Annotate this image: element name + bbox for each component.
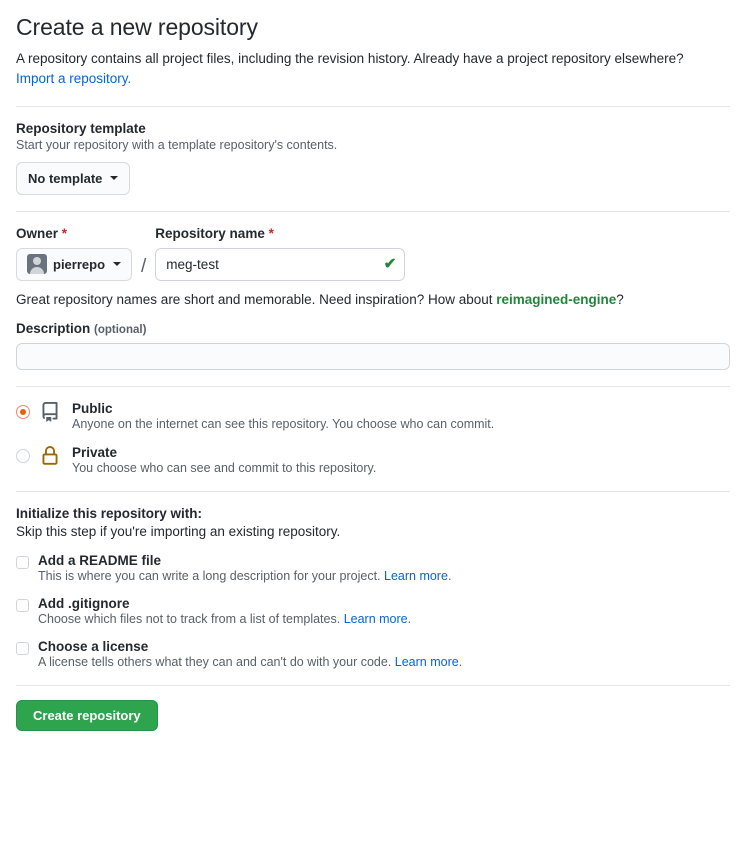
description-label xyxy=(16,321,730,336)
description-label-text: Description xyxy=(16,320,91,336)
repository-name-hint-prefix: Great repository names are short and memorable. Need inspiration? How about xyxy=(16,291,497,307)
check-icon: ✔ xyxy=(383,255,397,273)
visibility-public-text xyxy=(72,401,494,431)
initialize-license-description-text: A license tells others what they can and can't do with your code. xyxy=(38,654,395,669)
initialize-license-text xyxy=(38,639,462,669)
gitignore-learn-more-link[interactable]: Learn more xyxy=(343,611,408,626)
repository-name-suggestion[interactable]: reimagined-engine xyxy=(496,291,617,307)
repository-name-required-mark: * xyxy=(268,225,274,241)
avatar xyxy=(27,254,47,274)
import-repository-link[interactable]: Import a repository. xyxy=(16,71,132,87)
initialize-option-readme[interactable] xyxy=(16,553,730,583)
repository-template-note: Start your repository with a template repository's contents. xyxy=(16,137,338,152)
initialize-subtitle: Skip this step if you're importing an existing repository. xyxy=(16,523,341,539)
checkbox-readme[interactable] xyxy=(16,556,29,569)
page-title: Create a new repository xyxy=(16,14,258,40)
description-input[interactable] xyxy=(16,343,730,370)
initialize-license-suffix: . xyxy=(458,654,463,669)
initialize-readme-text xyxy=(38,553,451,583)
initialize-gitignore-description xyxy=(38,612,411,626)
page-description xyxy=(16,49,730,90)
repository-name-hint xyxy=(16,292,730,307)
repo-name-field-group xyxy=(155,226,405,281)
owner-field-group xyxy=(16,226,132,281)
initialize-readme-description-text: This is where you can write a long description for your project. xyxy=(38,568,384,583)
owner-name-section xyxy=(16,212,730,307)
initialize-option-license[interactable] xyxy=(16,639,730,669)
repository-name-hint-suffix: ? xyxy=(616,291,624,307)
chevron-down-icon xyxy=(113,262,121,266)
repository-template-section xyxy=(16,107,730,195)
page-description-text: A repository contains all project files, including the revision history. Already have a project repository elsewhere? xyxy=(16,51,684,66)
visibility-option-public[interactable] xyxy=(16,401,730,431)
visibility-private-text xyxy=(72,445,376,475)
owner-name: pierrepo xyxy=(53,256,106,272)
owner-select-button[interactable] xyxy=(16,248,132,281)
initialize-gitignore-title: Add .gitignore xyxy=(38,595,130,611)
description-section xyxy=(16,307,730,370)
owner-label xyxy=(16,226,132,241)
repository-name-label-text: Repository name xyxy=(155,225,265,241)
owner-name-separator: / xyxy=(141,255,147,277)
visibility-private-description: You choose who can see and commit to this repository. xyxy=(72,460,377,475)
visibility-private-title: Private xyxy=(72,444,118,460)
initialize-section xyxy=(16,492,730,669)
initialize-option-gitignore[interactable] xyxy=(16,596,730,626)
lock-icon xyxy=(40,446,62,471)
form-footer xyxy=(16,686,730,731)
initialize-gitignore-description-text: Choose which files not to track from a list of templates. xyxy=(38,611,344,626)
initialize-readme-description xyxy=(38,569,451,583)
visibility-section xyxy=(16,387,730,475)
repo-icon xyxy=(40,402,62,427)
repository-name-input[interactable] xyxy=(155,248,405,281)
initialize-title: Initialize this repository with: xyxy=(16,505,203,521)
repository-template-label: Repository template xyxy=(16,120,146,136)
initialize-license-title: Choose a license xyxy=(38,638,149,654)
radio-public[interactable] xyxy=(16,405,30,419)
initialize-readme-suffix: . xyxy=(447,568,452,583)
checkbox-license[interactable] xyxy=(16,642,29,655)
visibility-public-description: Anyone on the internet can see this repository. You choose who can commit. xyxy=(72,416,495,431)
owner-name-row xyxy=(16,226,730,281)
checkbox-gitignore[interactable] xyxy=(16,599,29,612)
create-repository-button[interactable]: Create repository xyxy=(16,700,158,731)
initialize-license-description xyxy=(38,655,462,669)
repository-name-label xyxy=(155,226,405,241)
initialize-readme-title: Add a README file xyxy=(38,552,162,568)
owner-label-text: Owner xyxy=(16,225,59,241)
template-select-button[interactable] xyxy=(16,162,130,195)
initialize-gitignore-text xyxy=(38,596,411,626)
initialize-gitignore-suffix: . xyxy=(407,611,412,626)
license-learn-more-link[interactable]: Learn more xyxy=(394,654,459,669)
template-select-label: No template xyxy=(28,170,103,186)
chevron-down-icon xyxy=(110,176,118,180)
readme-learn-more-link[interactable]: Learn more xyxy=(384,568,448,583)
repository-name-input-wrap xyxy=(155,248,405,281)
visibility-public-title: Public xyxy=(72,400,113,416)
radio-private[interactable] xyxy=(16,449,30,463)
description-optional-tag: (optional) xyxy=(94,323,147,336)
owner-required-mark: * xyxy=(61,225,68,241)
visibility-option-private[interactable] xyxy=(16,445,730,475)
